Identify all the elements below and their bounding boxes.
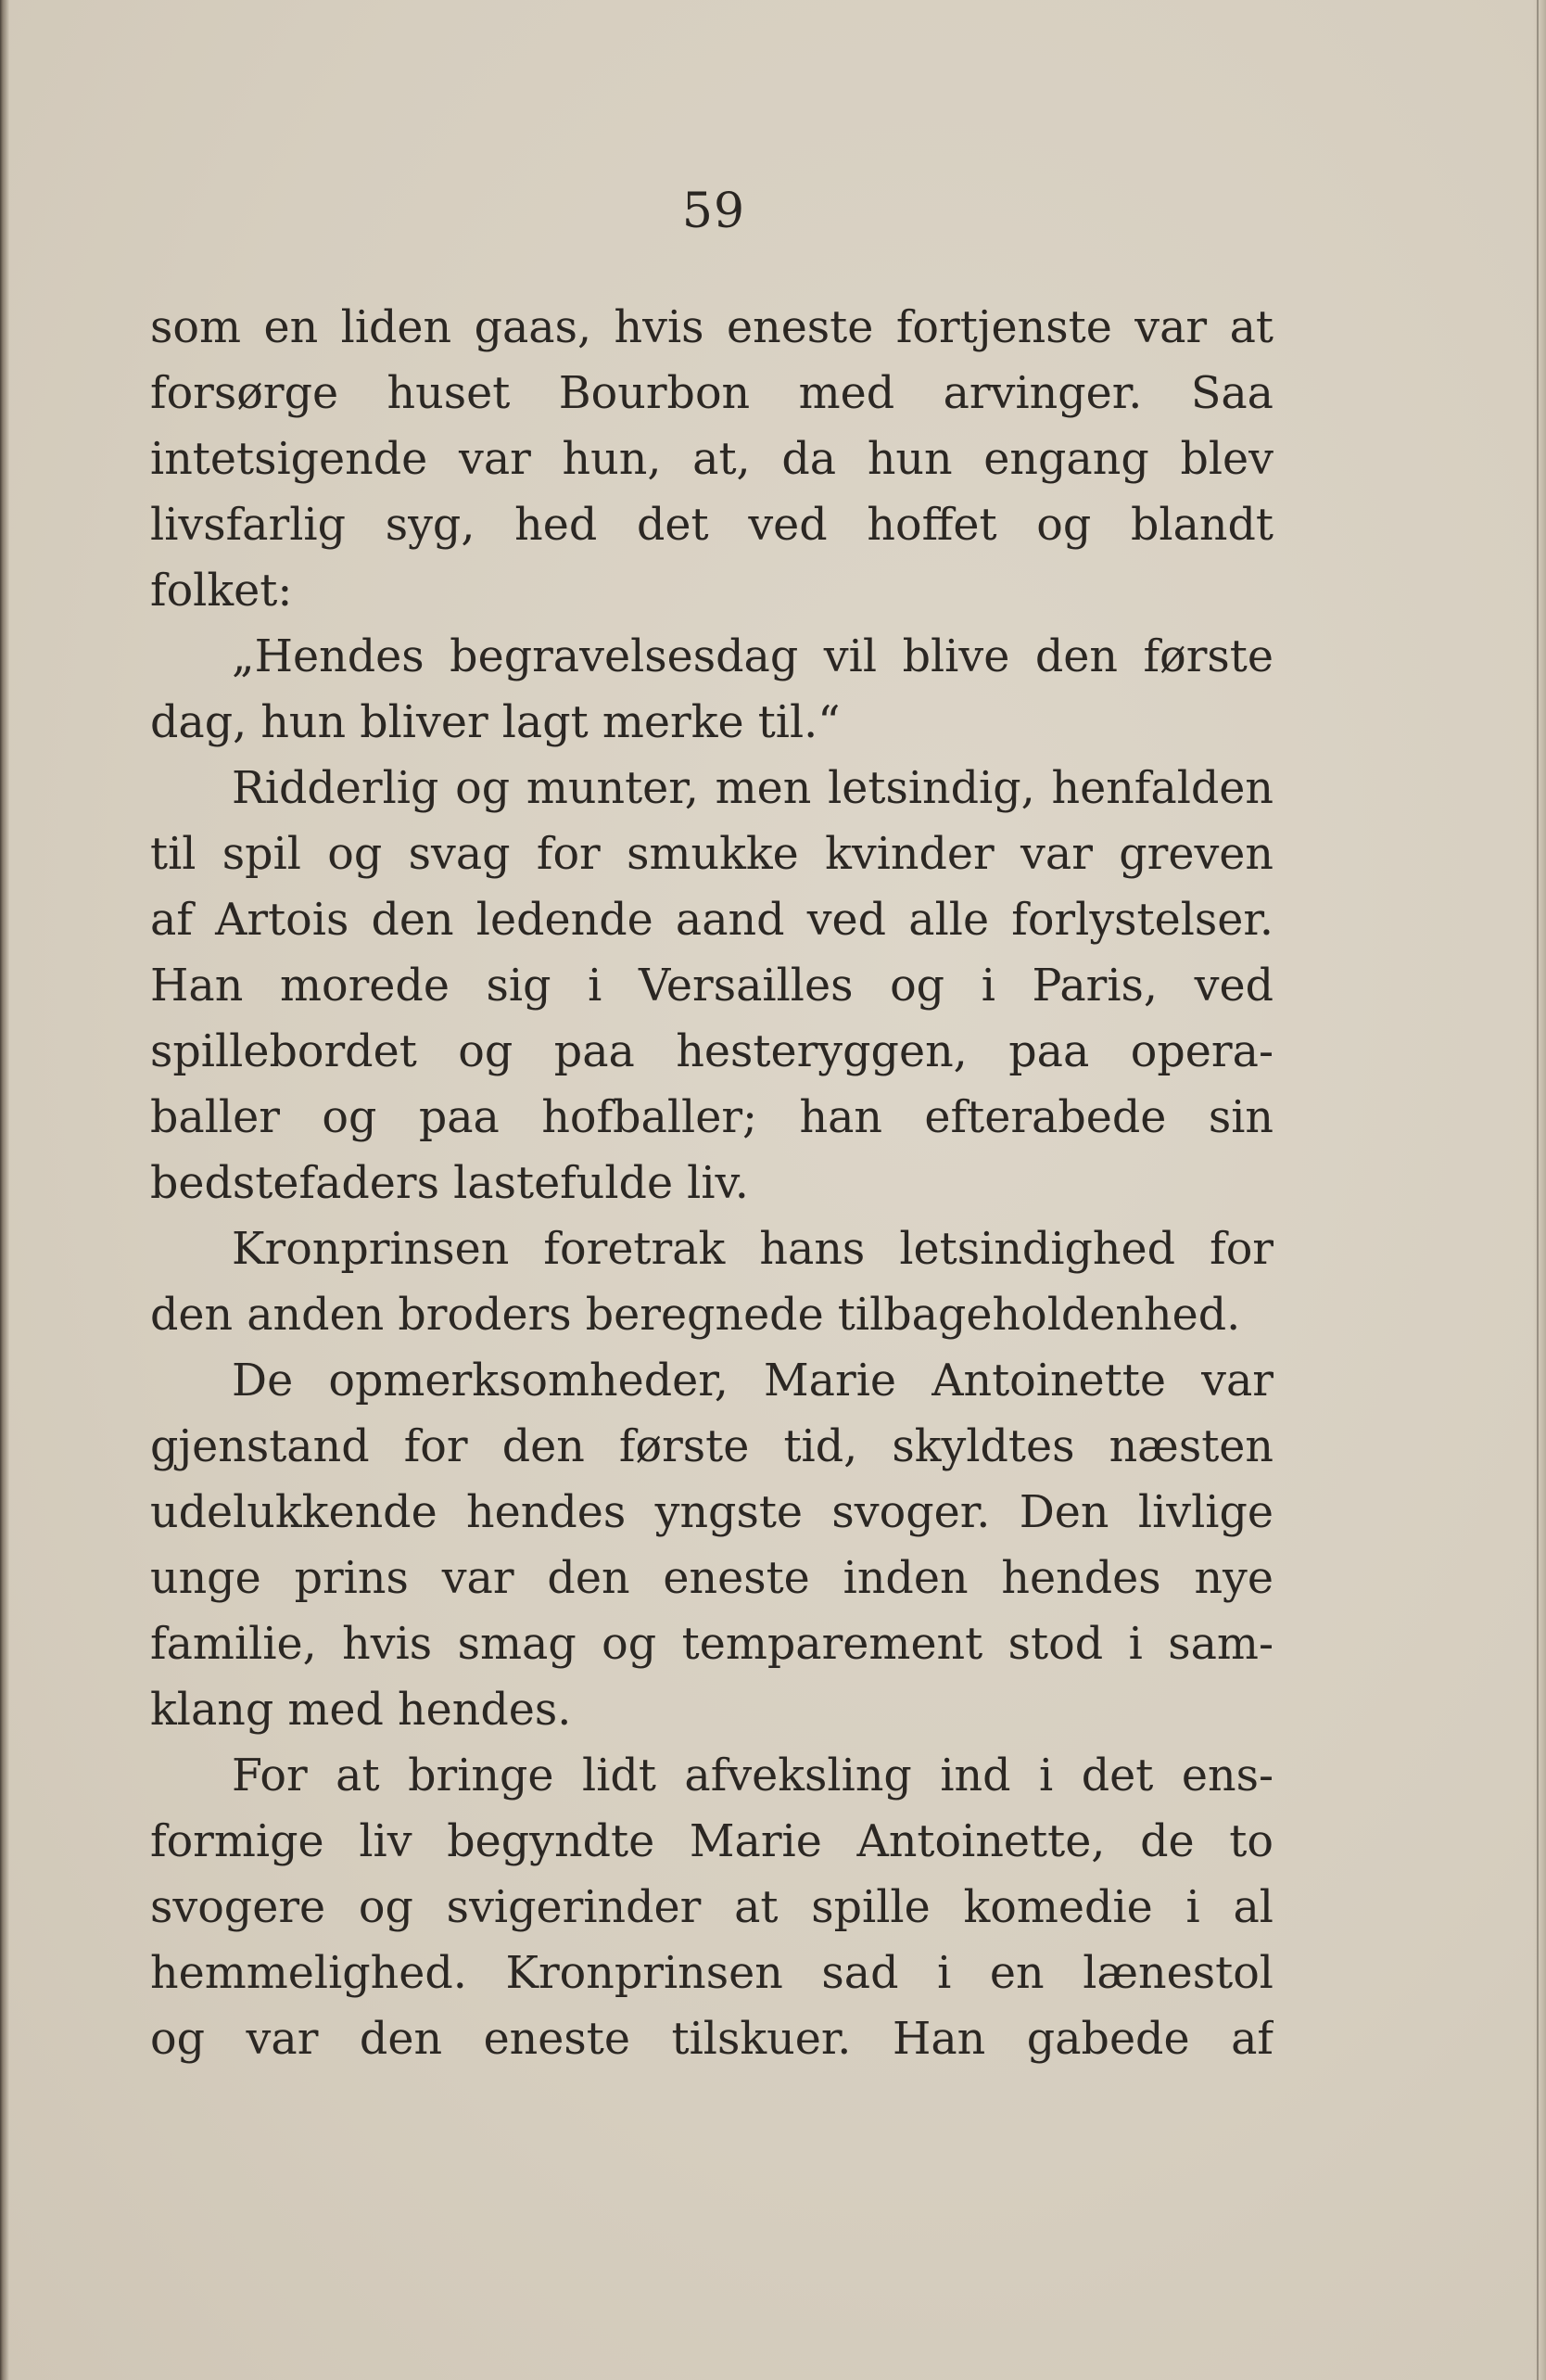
text-line: og var den eneste tilskuer. Han gabede af (150, 2014, 1274, 2065)
text-line: udelukkende hendes yngste svoger. Den livlige (150, 1487, 1274, 1538)
text-line: hemmelighed. Kronprinsen sad i en lænestol (150, 1948, 1274, 1999)
text-line: den anden broders beregnede tilbageholdenhed. (150, 1290, 1241, 1341)
text-line: De opmerksomheder, Marie Antoinette var (232, 1355, 1274, 1406)
body-text (150, 295, 1274, 2072)
page-right-edge-line (1537, 0, 1539, 2380)
text-line: folket: (150, 566, 293, 617)
text-line: svogere og svigerinder at spille komedie i al (150, 1882, 1274, 1933)
page-gutter-edge (0, 0, 9, 2380)
text-line: For at bringe lidt afveksling ind i det ens- (232, 1750, 1274, 1801)
text-line: af Artois den ledende aand ved alle forlystelser. (150, 895, 1274, 946)
text-line: familie, hvis smag og temparement stod i sam- (150, 1619, 1274, 1670)
text-line: unge prins var den eneste inden hendes nye (150, 1553, 1274, 1604)
text-line: spillebordet og paa hesteryggen, paa opera- (150, 1026, 1274, 1077)
text-line: Ridderlig og munter, men letsindig, henfalden (232, 763, 1274, 814)
text-line: dag, hun bliver lagt merke til.“ (150, 697, 841, 748)
text-line: Han morede sig i Versailles og i Paris, ved (150, 961, 1274, 1012)
text-line: forsørge huset Bourbon med arvinger. Saa (150, 368, 1274, 419)
text-line: til spil og svag for smukke kvinder var greven (150, 829, 1274, 880)
text-line: formige liv begyndte Marie Antoinette, de to (150, 1816, 1274, 1867)
page-right-edge (1533, 0, 1546, 2380)
text-line: Kronprinsen foretrak hans letsindighed for (232, 1224, 1274, 1275)
text-line: klang med hendes. (150, 1685, 572, 1736)
text-line: bedstefaders lastefulde liv. (150, 1158, 749, 1209)
text-line: baller og paa hofballer; han efterabede sin (150, 1092, 1274, 1143)
text-line: livsfarlig syg, hed det ved hoffet og blandt (150, 500, 1274, 551)
text-line: som en liden gaas, hvis eneste fortjenste var at (150, 302, 1274, 353)
text-line: „Hendes begravelsesdag vil blive den første (232, 631, 1274, 682)
text-line: intetsigende var hun, at, da hun engang blev (150, 434, 1274, 485)
page-number: 59 (681, 184, 746, 239)
text-line: gjenstand for den første tid, skyldtes næsten (150, 1421, 1274, 1472)
